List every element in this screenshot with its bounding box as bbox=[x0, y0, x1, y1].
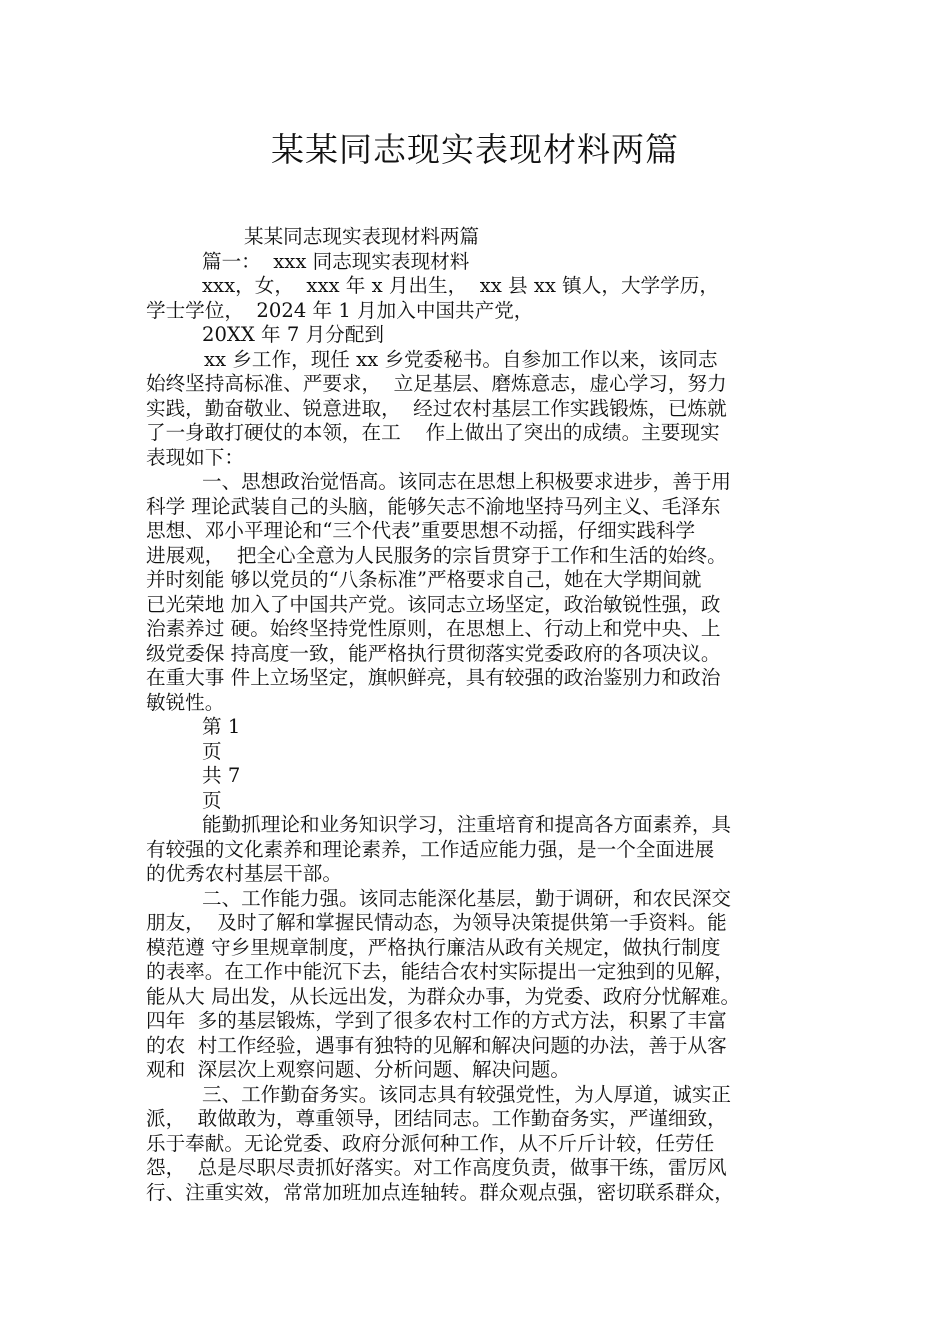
paragraph-line: 实践，勤奋敬业、锐意进取， 经过农村基层工作实践锻炼，已炼就 bbox=[146, 396, 727, 420]
paragraph-line: 怨， 总是尽职尽责抓好落实。对工作高度负责，做事干练，雷厉风 bbox=[146, 1156, 727, 1179]
paragraph-line: 二、工作能力强。该同志能深化基层，勤于调研，和农民深交 bbox=[202, 886, 732, 910]
paragraph-line: 一、思想政治觉悟高。该同志在思想上积极要求进步，善于用 bbox=[202, 470, 732, 493]
paragraph-line: 科学 理论武装自己的头脑，能够矢志不渝地坚持马列主义、毛泽东 bbox=[146, 494, 721, 518]
page-total-text: 共 7 bbox=[202, 764, 241, 787]
paragraph-line: 思想、邓小平理论和“三个代表”重要思想不动摇，仔细实践科学 bbox=[146, 519, 696, 542]
page-number-text: 页 bbox=[202, 739, 222, 763]
paragraph-line: 派， 敢做敢为，尊重领导，团结同志。工作勤奋务实，严谨细致， bbox=[146, 1107, 727, 1130]
paragraph-line: 始终坚持高标准、严要求， 立足基层、磨炼意志，虚心学习，努力 bbox=[146, 372, 727, 395]
page-number-text: 第 1 bbox=[202, 715, 241, 738]
paragraph-line: 乐于奉献。无论党委、政府分派何种工作，从不斤斤计较，任劳任 bbox=[146, 1131, 715, 1155]
document-body bbox=[146, 225, 812, 1205]
paragraph-line: 的农 村工作经验，遇事有独特的见解和解决问题的办法，善于从客 bbox=[146, 1033, 727, 1057]
paragraph-line: xxx，女， xxx 年 x 月出生， xx 县 xx 镇人，大学学历， bbox=[202, 274, 719, 297]
paragraph-line: 20XX 年 7 月分配到 bbox=[202, 323, 384, 346]
paragraph-line: 行、注重实效，常常加班加点连轴转。群众观点强，密切联系群众， bbox=[146, 1180, 734, 1204]
paragraph-line: 能从大 局出发，从长远出发，为群众办事，为党委、政府分忧解难。 bbox=[146, 984, 741, 1008]
paragraph-line: 表现如下： bbox=[146, 445, 244, 469]
paragraph-line: 能勤抓理论和业务知识学习，注重培育和提高各方面素养，具 bbox=[202, 813, 732, 836]
paragraph-line: 并时刻能 够以党员的“八条标准”严格要求自己，她在大学期间就 bbox=[146, 568, 702, 591]
paragraph-line: 学士学位， 2024 年 1 月加入中国共产党， bbox=[146, 298, 534, 322]
paragraph-line: 级党委保 持高度一致，能严格执行贯彻落实党委政府的各项决议。 bbox=[146, 641, 721, 665]
document-title: 某某同志现实表现材料两篇 bbox=[271, 130, 679, 169]
paragraph-line: 四年 多的基层锻炼，学到了很多农村工作的方式方法，积累了丰富 bbox=[146, 1009, 727, 1032]
subtitle-line: 某某同志现实表现材料两篇 bbox=[244, 225, 480, 248]
paragraph-line: 了一身敢打硬仗的本领，在工 作上做出了突出的成绩。主要现实 bbox=[146, 421, 720, 444]
section-heading: 篇一： xxx 同志现实表现材料 bbox=[202, 249, 470, 273]
paragraph-line: 三、工作勤奋务实。该同志具有较强党性，为人厚道，诚实正 bbox=[202, 1082, 732, 1106]
page-total-text: 页 bbox=[202, 788, 222, 812]
paragraph-line: 模范遵 守乡里规章制度，严格执行廉洁从政有关规定，做执行制度 bbox=[146, 935, 721, 959]
paragraph-line: xx 乡工作，现任 xx 乡党委秘书。自参加工作以来，该同志 bbox=[204, 347, 718, 371]
paragraph-line: 敏锐性。 bbox=[146, 690, 225, 714]
paragraph-line: 的优秀农村基层干部。 bbox=[146, 862, 342, 885]
paragraph-line: 朋友， 及时了解和掌握民情动态，为领导决策提供第一手资料。能 bbox=[146, 911, 727, 934]
paragraph-line: 进展观， 把全心全意为人民服务的宗旨贯穿于工作和生活的始终。 bbox=[146, 543, 727, 567]
paragraph-line: 在重大事 件上立场坚定，旗帜鲜亮，具有较强的政治鉴别力和政治 bbox=[146, 666, 721, 689]
paragraph-line: 观和 深层次上观察问题、分析问题、解决问题。 bbox=[146, 1058, 570, 1081]
paragraph-line: 治素养过 硬。始终坚持党性原则，在思想上、行动上和党中央、上 bbox=[146, 617, 721, 640]
paragraph-line: 的表率。在工作中能沉下去，能结合农村实际提出一定独到的见解， bbox=[146, 960, 734, 983]
paragraph-line: 有较强的文化素养和理论素养，工作适应能力强，是一个全面进展 bbox=[146, 837, 715, 861]
paragraph-line: 已光荣地 加入了中国共产党。该同志立场坚定，政治敏锐性强，政 bbox=[146, 592, 721, 616]
